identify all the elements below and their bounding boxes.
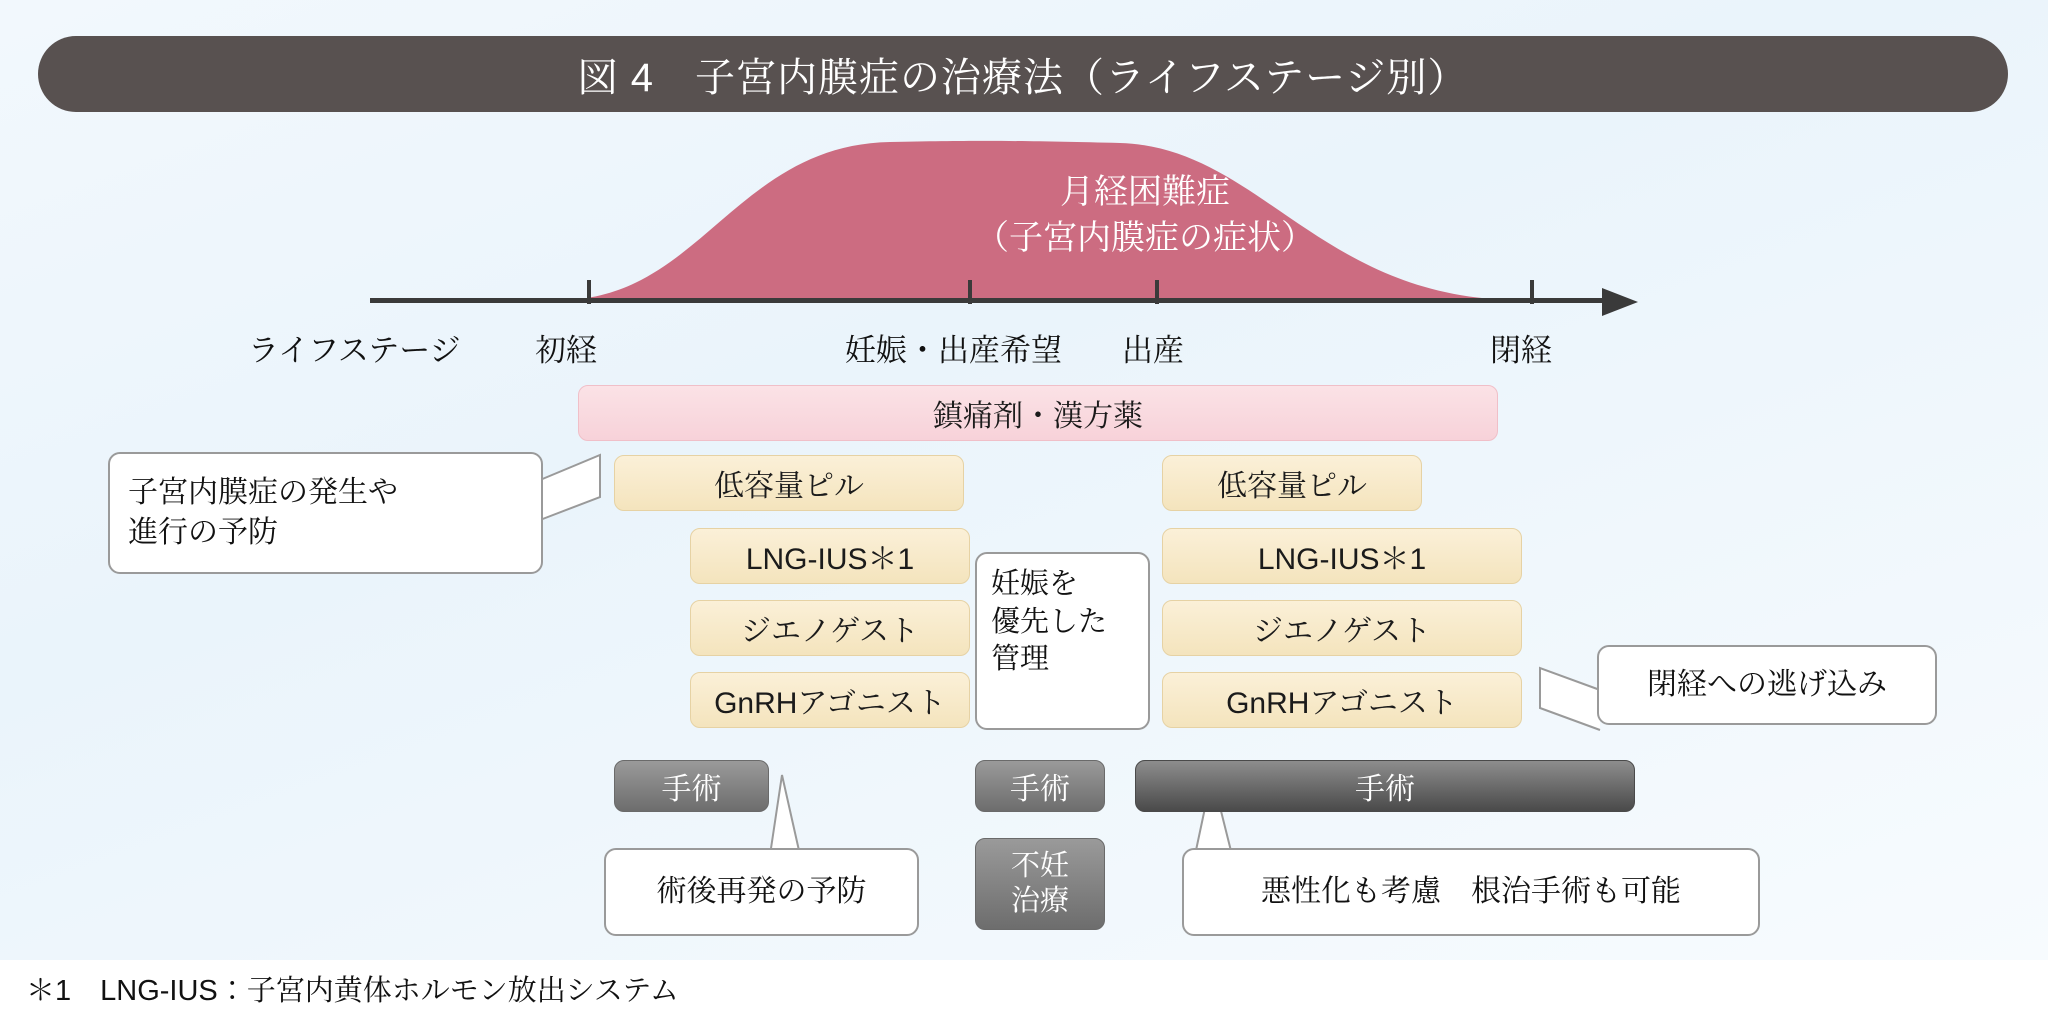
bar-early-gnrh-agonist[interactable] [690, 672, 970, 728]
bar-early-low-dose-pill-label: 低容量ピル [714, 470, 864, 503]
bar-surgery-mid-label: 手術 [1010, 773, 1070, 806]
stage-label-pregnancy-wish: 妊娠・出産希望 [845, 333, 1062, 368]
curve-label-line2: （子宮内膜症の症状） [975, 218, 1315, 257]
axis-tick-menarche [587, 280, 591, 304]
curve-label [930, 170, 1360, 262]
callout-malignancy-label: 悪性化も考慮 根治手術も可能 [1261, 874, 1681, 908]
bar-early-gnrh-agonist-label: GnRHアゴニスト [714, 687, 946, 720]
bar-late-low-dose-pill-label: 低容量ピル [1217, 470, 1367, 503]
callout-post-surgery-label: 術後再発の予防 [656, 874, 867, 908]
bar-analgesic[interactable] [578, 385, 1498, 441]
bar-late-gnrh-agonist-label: GnRHアゴニスト [1226, 687, 1458, 720]
bar-early-dienogest[interactable] [690, 600, 970, 656]
bar-infertility-line1: 不妊 [1010, 849, 1069, 882]
callout-prevention-line2: 進行の予防 [128, 516, 278, 549]
page-title: 図 4 子宮内膜症の治療法（ライフステージ別） [577, 55, 1469, 100]
bar-early-low-dose-pill[interactable] [614, 455, 964, 511]
stage-label-menopause: 閉経 [1490, 333, 1552, 368]
bar-surgery-mid[interactable] [975, 760, 1105, 812]
bar-late-low-dose-pill[interactable] [1162, 455, 1422, 511]
bar-late-lng-ius-label: LNG-IUS＊1 [1257, 543, 1427, 576]
stage-label-childbirth: 出産 [1122, 333, 1184, 368]
bar-early-lng-ius[interactable] [690, 528, 970, 584]
bar-late-dienogest-label: ジエノゲスト [1253, 615, 1431, 648]
callout-prevention [108, 452, 543, 574]
bar-late-dienogest[interactable] [1162, 600, 1522, 656]
bar-late-lng-ius[interactable] [1162, 528, 1522, 584]
bar-early-lng-ius-label: LNG-IUS＊1 [745, 543, 915, 576]
callout-malignancy [1182, 848, 1760, 936]
callout-post-surgery [604, 848, 919, 936]
bar-surgery-late[interactable] [1135, 760, 1635, 812]
axis-tick-childbirth [1155, 280, 1159, 304]
callout-menopause-escape [1597, 645, 1937, 725]
pregnancy-priority-line1: 妊娠を [991, 568, 1079, 600]
stage-label-menarche: 初経 [535, 333, 597, 368]
axis-line [370, 298, 1610, 303]
lifestage-caption: ライフステージ [248, 333, 461, 368]
pregnancy-priority-note [975, 552, 1150, 730]
bar-late-gnrh-agonist[interactable] [1162, 672, 1522, 728]
pregnancy-priority-line2: 優先した [991, 605, 1108, 638]
lifestage-axis [370, 288, 1660, 318]
bar-early-dienogest-label: ジエノゲスト [741, 615, 919, 648]
axis-arrow-icon [1602, 288, 1638, 316]
bar-surgery-late-label: 手術 [1355, 773, 1415, 806]
footnote: ＊1 LNG-IUS：子宮内黄体ホルモン放出システム [26, 975, 679, 1007]
bar-surgery-early[interactable] [614, 760, 769, 812]
callout-menopause-escape-label: 閉経への逃げ込み [1647, 667, 1887, 701]
bar-infertility-treatment[interactable] [975, 838, 1105, 930]
figure-title-bar [38, 36, 2008, 112]
callout-prevention-line1: 子宮内膜症の発生や [128, 475, 398, 509]
bar-surgery-early-label: 手術 [661, 773, 722, 806]
axis-tick-menopause [1530, 280, 1534, 304]
pregnancy-priority-line3: 管理 [991, 643, 1050, 676]
curve-label-line1: 月経困難症 [1060, 173, 1230, 211]
bar-analgesic-label: 鎮痛剤・漢方薬 [933, 400, 1143, 433]
axis-tick-pregnancy-wish [968, 280, 972, 304]
bar-infertility-line2: 治療 [1010, 885, 1069, 917]
